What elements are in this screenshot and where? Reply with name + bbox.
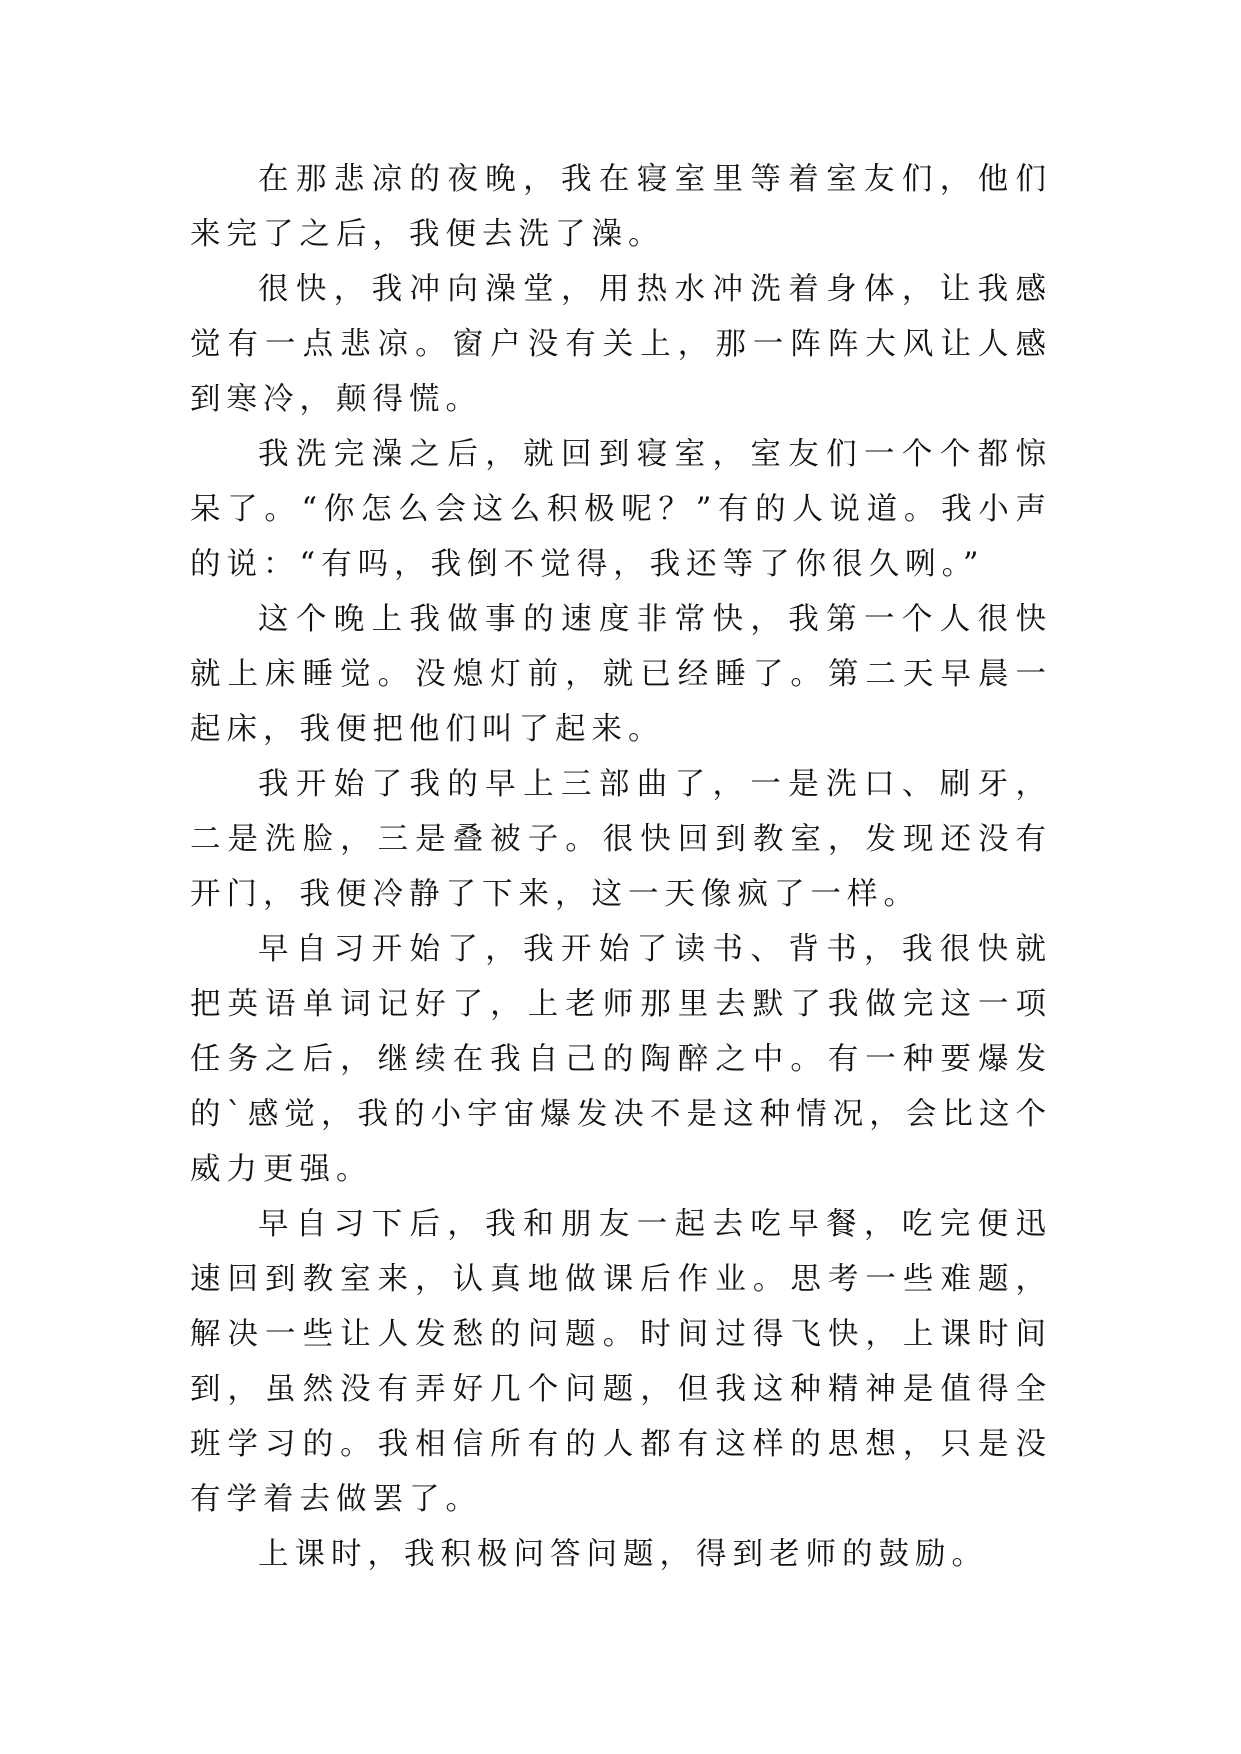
paragraph-1: 在那悲凉的夜晚，我在寝室里等着室友们，他们来完了之后，我便去洗了澡。 bbox=[190, 162, 1052, 252]
document-body bbox=[190, 152, 1052, 1582]
paragraph-6: 早自习开始了，我开始了读书、背书，我很快就把英语单词记好了，上老师那里去默了我做完这一项任务之后，继续在我自己的陶醉之中。有一种要爆发的`感觉，我的小宇宙爆发决不是这种情况，会比这个威力更强。 bbox=[190, 932, 1052, 1187]
paragraph-7: 早自习下后，我和朋友一起去吃早餐，吃完便迅速回到教室来，认真地做课后作业。思考一些难题，解决一些让人发愁的问题。时间过得飞快，上课时间到，虽然没有弄好几个问题，但我这种精神是值得全班学习的。我相信所有的人都有这样的思想，只是没有学着去做罢了。 bbox=[190, 1207, 1052, 1517]
paragraph-5: 我开始了我的早上三部曲了，一是洗口、刷牙，二是洗脸，三是叠被子。很快回到教室，发现还没有开门，我便冷静了下来，这一天像疯了一样。 bbox=[190, 767, 1052, 912]
paragraph-3: 我洗完澡之后，就回到寝室，室友们一个个都惊呆了。“你怎么会这么积极呢？”有的人说道。我小声的说：“有吗，我倒不觉得，我还等了你很久咧。” bbox=[190, 437, 1052, 582]
paragraph-2: 很快，我冲向澡堂，用热水冲洗着身体，让我感觉有一点悲凉。窗户没有关上，那一阵阵大风让人感到寒冷，颠得慌。 bbox=[190, 272, 1052, 417]
paragraph-4: 这个晚上我做事的速度非常快，我第一个人很快就上床睡觉。没熄灯前，就已经睡了。第二天早晨一起床，我便把他们叫了起来。 bbox=[190, 602, 1052, 747]
paragraph-8: 上课时，我积极问答问题，得到老师的鼓励。 bbox=[258, 1537, 988, 1572]
